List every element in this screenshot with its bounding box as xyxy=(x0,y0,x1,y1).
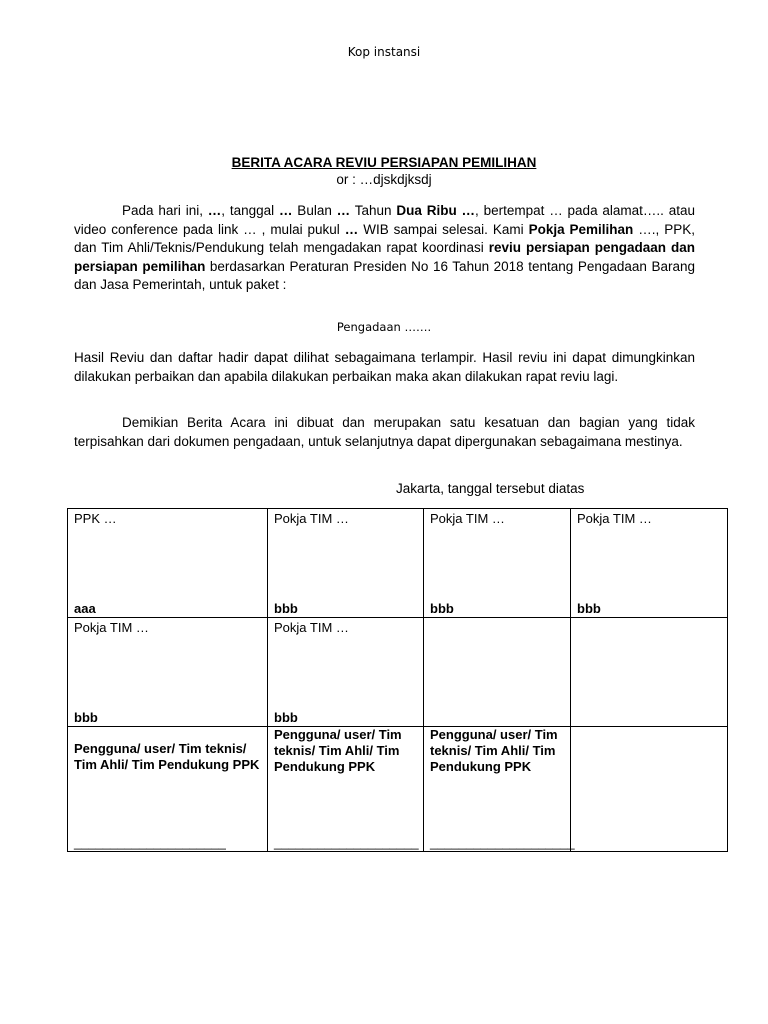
place-date: Jakarta, tanggal tersebut diatas xyxy=(396,481,585,496)
signature-table xyxy=(67,508,728,852)
signature-cell xyxy=(68,509,268,618)
cell-role: Pengguna/ user/ Tim teknis/ Tim Ahli/ Tim Pendukung PPK xyxy=(430,727,558,774)
hasil-reviu-paragraph: Hasil Reviu dan daftar hadir dapat dilihat sebagaimana terlampir. Hasil reviu ini dapat dimungkinkan dilakukan perbaikan dan apabila dilakukan perbaikan maka akan dilakukan rapat reviu lagi. xyxy=(74,350,695,384)
cell-title: Pokja TIM … xyxy=(577,511,652,526)
cell-role: Pengguna/ user/ Tim teknis/ Tim Ahli/ Tim Pendukung PPK xyxy=(74,741,260,772)
cell-name: bbb xyxy=(577,601,601,616)
closing-paragraph: Demikian Berita Acara ini dibuat dan merupakan satu kesatuan dan bagian yang tidak terpisahkan dari dokumen pengadaan, untuk selanjutnya dapat dipergunakan sebagaimana mestinya. xyxy=(74,415,695,449)
cell-title: Pokja TIM … xyxy=(74,620,149,635)
signature-cell xyxy=(424,509,571,618)
signature-row xyxy=(68,618,728,727)
signature-row xyxy=(68,509,728,618)
signature-cell xyxy=(68,618,268,727)
document-number: or : …djskdjksdj xyxy=(336,172,432,187)
signature-line: ____________________ xyxy=(430,835,575,850)
cell-name: bbb xyxy=(274,601,298,616)
signature-line: ____________________ xyxy=(274,835,419,850)
cell-title: Pokja TIM … xyxy=(274,620,349,635)
cell-name: aaa xyxy=(74,601,96,616)
signature-cell xyxy=(68,727,268,852)
kop-instansi: Kop instansi xyxy=(347,45,421,59)
empty-cell xyxy=(424,618,571,727)
signature-cell xyxy=(571,509,728,618)
signature-row xyxy=(68,727,728,852)
cell-title: Pokja TIM … xyxy=(430,511,505,526)
opening-paragraph: Pada hari ini, …, tanggal … Bulan … Tahun Dua Ribu …, bertempat … pada alamat….. atau video conference pada link … , mulai pukul … WIB sampai selesai. Kami Pokja Pemilihan …., PPK, dan Tim Ahli/Teknis/Pendukung telah mengadakan rapat koordinasi reviu persiapan pengadaan dan persiapan pemilihan berdasarkan Peraturan Presiden No 16 Tahun 2018 tentang Pengadaan Barang dan Jasa Pemerintah, untuk paket : xyxy=(74,203,696,292)
cell-name: bbb xyxy=(74,710,98,725)
empty-cell xyxy=(571,618,728,727)
cell-title: Pokja TIM … xyxy=(274,511,349,526)
signature-line: _____________________ xyxy=(74,835,226,850)
signature-cell xyxy=(268,509,424,618)
empty-cell xyxy=(571,727,728,852)
cell-role: Pengguna/ user/ Tim teknis/ Tim Ahli/ Tim Pendukung PPK xyxy=(274,727,402,774)
cell-title: PPK … xyxy=(74,511,117,526)
cell-name: bbb xyxy=(430,601,454,616)
signature-cell xyxy=(424,727,575,852)
signature-cell xyxy=(268,727,424,852)
signature-cell xyxy=(268,618,424,727)
pengadaan-label: Pengadaan ……. xyxy=(336,320,432,334)
document-title: BERITA ACARA REVIU PERSIAPAN PEMILIHAN xyxy=(231,155,537,170)
cell-name: bbb xyxy=(274,710,298,725)
